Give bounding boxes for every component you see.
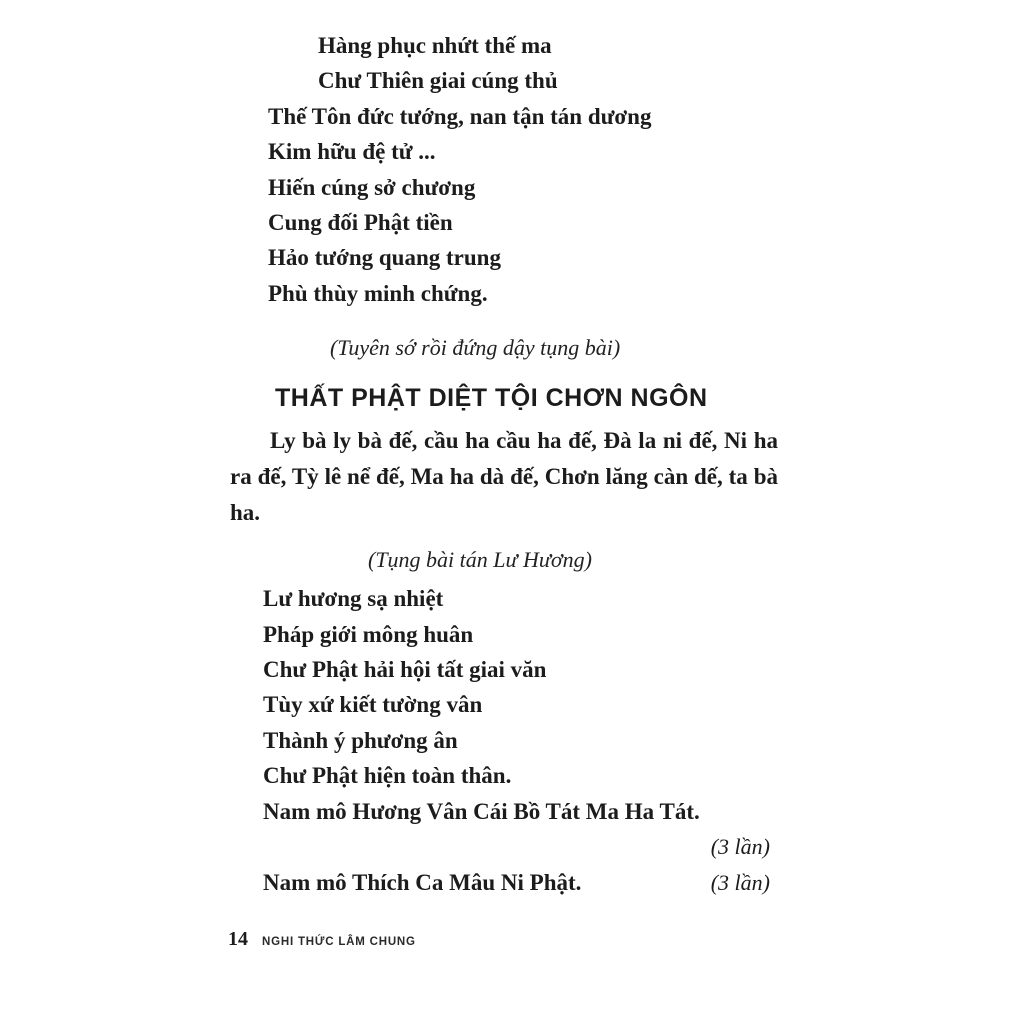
verse-line: Hảo tướng quang trung xyxy=(268,245,501,271)
opening-verse-indented xyxy=(230,28,778,99)
verse-line: Chư Phật hải hội tất giai văn xyxy=(263,657,547,683)
verse-line: Thành ý phương ân xyxy=(263,727,458,753)
verse-line: Hàng phục nhứt thế ma xyxy=(318,33,552,58)
opening-verse xyxy=(230,99,778,311)
verse-line: Chư Thiên giai cúng thủ xyxy=(318,68,558,94)
incense-verse xyxy=(230,581,778,829)
stage-direction-2: (Tụng bài tán Lư Hương) xyxy=(368,547,592,573)
closing-line-row xyxy=(230,865,778,900)
page-number: 14 xyxy=(228,928,248,950)
verse-line: Hiến cúng sở chương xyxy=(268,174,476,200)
page-footer xyxy=(228,928,416,951)
page-content xyxy=(230,28,778,900)
verse-line: Pháp giới mông huân xyxy=(263,621,474,647)
mantra-paragraph: Ly bà ly bà đế, cầu ha cầu ha đế, Đà la ni đế, Ni ha ra đế, Tỳ lê nể đế, Ma ha dà đế, Chơn lăng càn dế, ta bà ha. xyxy=(230,428,778,526)
verse-line: Cung đối Phật tiền xyxy=(268,210,453,236)
running-title: NGHI THỨC LÂM CHUNG xyxy=(262,936,416,948)
verse-line: Tùy xứ kiết tường vân xyxy=(263,692,483,718)
verse-line: Thế Tôn đức tướng, nan tận tán dương xyxy=(268,103,652,129)
verse-line: Lư hương sạ nhiệt xyxy=(263,586,444,612)
section-heading: THẤT PHẬT DIỆT TỘI CHƠN NGÔN xyxy=(275,384,708,413)
verse-line: Nam mô Hương Vân Cái Bồ Tát Ma Ha Tát. xyxy=(263,798,700,824)
repeat-note-2: (3 lần) xyxy=(710,869,770,895)
verse-line: Phù thùy minh chứng. xyxy=(268,280,488,306)
stage-direction-1: (Tuyên sớ rồi đứng dậy tụng bài) xyxy=(330,335,621,361)
repeat-note-1: (3 lần) xyxy=(710,834,770,860)
verse-line: Chư Phật hiện toàn thân. xyxy=(263,763,512,789)
closing-line: Nam mô Thích Ca Mâu Ni Phật. xyxy=(263,869,582,895)
verse-line: Kim hữu đệ tử ... xyxy=(268,139,436,165)
